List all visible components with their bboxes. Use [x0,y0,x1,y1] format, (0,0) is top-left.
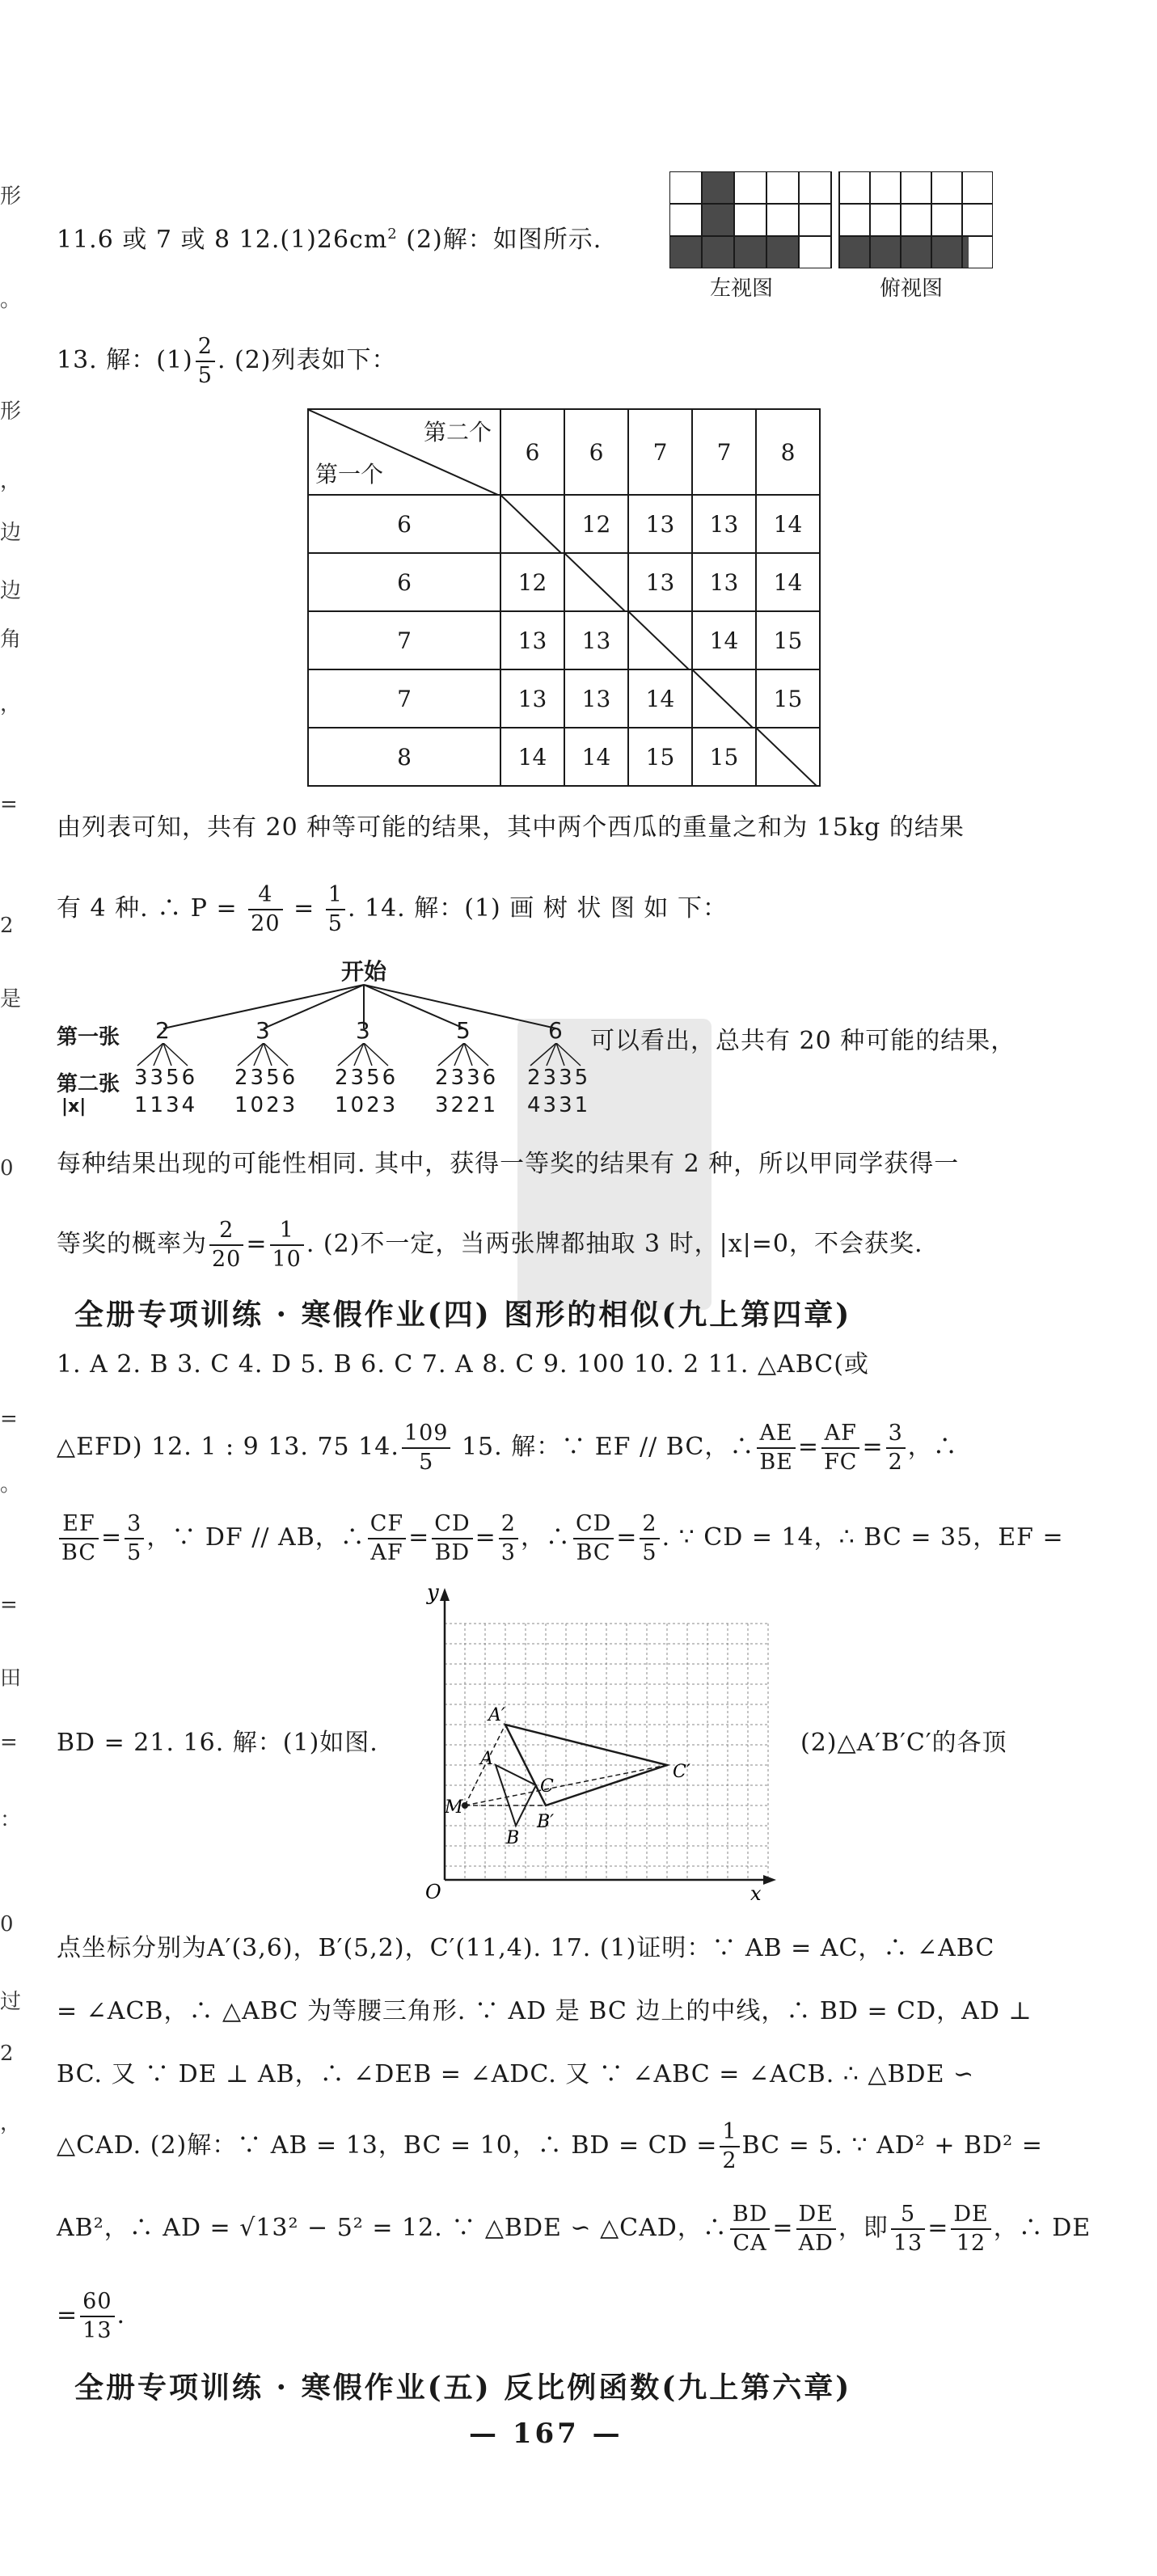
tree-side-text: 可以看出，总共有 20 种可能的结果， [590,1027,1016,1055]
row-header: 8 [308,728,500,786]
text: 等奖的概率为 [57,1230,207,1258]
fraction [796,2201,836,2257]
tree-abs-values: 3221 [435,1093,499,1117]
tree-abs-values: 1023 [234,1093,298,1117]
edge-char: ， [0,692,22,716]
cm-superscript: 2 [387,226,398,243]
table-cell: 15 [756,669,820,728]
edge-char: = [0,1593,18,1617]
fraction [196,333,215,390]
text: . ∵ CD = 14，∴ BC = 35，EF = [661,1523,1064,1552]
corner-bottom-label: 第一个 [315,461,384,488]
coordinate-graph [420,1577,776,1900]
denominator: 3 [500,1540,516,1565]
q17-line-5 [57,2201,1091,2257]
fraction [59,1510,99,1567]
text: = [101,1523,123,1552]
col-header: 6 [564,409,628,495]
text: BC = 5. ∵ AD² + BD² = [741,2131,1043,2160]
fraction [640,1510,659,1567]
text: ，∴ [907,1433,958,1461]
edge-char: 田 [0,1666,22,1691]
tree-second-cards: 2356 [335,1066,399,1090]
denominator: 2 [722,2148,737,2173]
table-cell: 13 [500,611,564,669]
denominator: 12 [956,2231,986,2256]
row-header: 7 [308,611,500,669]
probability-line [57,881,728,938]
fraction [432,1510,472,1567]
q16-left-text: BD = 21. 16. 解：(1)如图. [57,1729,378,1757]
table-row [308,669,820,728]
text: = [475,1523,496,1552]
table-cell: 14 [564,728,628,786]
edge-char: 形 [0,184,22,209]
tree-first-card: 3 [356,1017,370,1044]
denominator: BC [576,1540,611,1565]
row-header: 6 [308,495,500,553]
text: ，∵ DF // AB，∴ [146,1523,365,1552]
text: = [797,1433,820,1461]
numerator: 2 [499,1510,518,1539]
table-cell: 14 [756,495,820,553]
numerator: CF [368,1510,406,1539]
denominator: 13 [893,2231,923,2256]
fraction [248,881,282,938]
table-cell: 13 [564,669,628,728]
text: ，即 [838,2214,889,2242]
table-corner [308,409,500,495]
numerator: 4 [248,881,282,910]
fraction [886,1420,906,1476]
text: 15. 解：∵ EF // BC，∴ [453,1433,755,1461]
q11-text: 11.6 或 7 或 8 12.(1)26cm [57,226,388,254]
q17-line-6 [57,2288,125,2345]
edge-char: 过 [0,1990,22,2014]
tree-row2-label: 第二张 [57,1072,120,1096]
table-cell: 14 [500,728,564,786]
fraction [270,1217,304,1273]
table-cell: 13 [500,669,564,728]
denominator: AD [798,2231,834,2256]
fraction [326,881,345,938]
left-view-caption: 左视图 [710,277,774,301]
col-header: 7 [692,409,756,495]
cell-diagonal [693,670,754,728]
fraction [209,1217,243,1273]
x-axis-label: x [750,1882,762,1900]
numerator: AE [757,1420,796,1449]
table-cell: 15 [692,728,756,786]
denominator: 20 [251,911,281,936]
q13-suffix: . (2)列表如下： [217,346,397,374]
edge-char: ： [0,1808,22,1832]
label-a1: A′ [488,1705,505,1725]
edge-char: = [0,1730,18,1755]
edge-char: 0 [0,1912,14,1936]
tree-sub-branches [129,1043,582,1067]
tree-second-cards: 2336 [435,1066,499,1090]
edge-char: 0 [0,1156,14,1180]
fraction [402,1420,451,1476]
numerator: 5 [891,2201,925,2230]
table-row [308,495,820,553]
table-cell: 15 [628,728,692,786]
origin-label: O [425,1881,441,1900]
tree-row3-label: |x| [61,1096,87,1117]
q17-line-1: 点坐标分别为A′(3,6)，B′(5,2)，C′(11,4). 17. (1)证明：∵ AB = AC，∴ ∠ABC [57,1934,995,1962]
text: AB²，∴ AD = √13² − 5² = 12. ∵ △BDE ∽ △CAD，∴ [57,2214,728,2242]
answers-line-2 [57,1420,958,1476]
label-a: A [480,1749,493,1769]
table-row [308,553,820,611]
fraction [720,2118,739,2175]
fraction [368,1510,406,1567]
cell-diagonal [757,728,817,787]
conclusion-line: 由列表可知，共有 20 种等可能的结果，其中两个西瓜的重量之和为 15kg 的结果 [57,813,965,842]
numerator: CD [573,1510,614,1539]
text: = [408,1523,430,1552]
cell-diagonal [565,554,626,612]
section-heading-4: 全册专项训练 · 寒假作业(四) 图形的相似(九上第四章) [74,1298,852,1332]
edge-char: = [0,792,18,817]
numerator: 2 [196,333,215,362]
corner-top-label: 第二个 [423,419,492,446]
text: = [772,2214,794,2242]
tree-first-card: 5 [456,1017,471,1044]
text: = [616,1523,638,1552]
col-header: 8 [756,409,820,495]
text: . 14. 解：(1) 画 树 状 图 如 下： [347,894,728,923]
tree-abs-values: 4331 [527,1093,591,1117]
sum-table [307,408,821,787]
numerator: 2 [209,1217,243,1246]
denominator: BE [759,1450,793,1475]
table-row [308,728,820,786]
table-cell: 14 [692,611,756,669]
numerator: 1 [326,881,345,910]
fraction [573,1510,614,1567]
q17-line-4 [57,2118,1043,2175]
tree-second-cards: 3356 [134,1066,198,1090]
table-cell: 12 [500,553,564,611]
text: 有 4 种. ∴ P = [57,894,247,923]
denominator: AF [370,1540,403,1565]
numerator: DE [951,2201,990,2230]
numerator: DE [796,2201,836,2230]
left-view-grid [669,171,831,268]
denominator: CA [733,2231,767,2256]
label-c1: C′ [673,1762,690,1782]
edge-char: 2 [0,2042,14,2066]
label-c: C [540,1776,554,1797]
table-cell: 13 [564,611,628,669]
table-cell: 14 [756,553,820,611]
text: = [246,1230,268,1258]
numerator: 2 [640,1510,659,1539]
edge-char: 。 [0,1472,22,1497]
label-m: M [445,1797,463,1818]
table-cell: 13 [692,495,756,553]
row-header: 7 [308,669,500,728]
table-cell: 13 [628,495,692,553]
denominator: BC [61,1540,97,1565]
answers-line: 1. A 2. B 3. C 4. D 5. B 6. C 7. A 8. C 9. 100 10. 2 11. △ABC(或 [57,1350,869,1379]
text: = [862,1433,884,1461]
table-cell: 14 [628,669,692,728]
edge-char: = [0,1407,18,1431]
table-cell: 15 [756,611,820,669]
tree-first-card: 6 [548,1017,563,1044]
table-cell: 13 [692,553,756,611]
q16-right-text: (2)△A′B′C′的各顶 [800,1729,1007,1757]
fraction [125,1510,144,1567]
q13-line [57,333,397,390]
text: = [927,2214,949,2242]
text: = [285,894,323,923]
text: ，∴ DE [993,2214,1092,2242]
edge-char: 2 [0,914,14,938]
q11-12-line [57,218,602,256]
denominator: 5 [642,1540,657,1565]
edge-char: 形 [0,399,22,424]
col-header: 7 [628,409,692,495]
view-diagrams [669,171,993,268]
text: △EFD) 12. 1 : 9 13. 75 14. [57,1433,399,1461]
numerator: 1 [720,2118,739,2147]
denominator: 5 [197,363,213,388]
tree-abs-values: 1134 [134,1093,198,1117]
edge-char: 。 [0,288,22,312]
edge-char: ， [0,2111,22,2135]
numerator: EF [59,1510,99,1539]
numerator: CD [432,1510,472,1539]
numerator: BD [730,2201,771,2230]
tree-abs-values: 1023 [335,1093,399,1117]
fraction [499,1510,518,1567]
answers-line-3 [57,1510,1064,1567]
edge-char: 边 [0,521,22,545]
text: . (2)不一定，当两张牌都抽取 3 时，|x|=0，不会获奖. [306,1230,923,1258]
text: ，∴ [520,1523,571,1552]
x-axis-arrow [763,1875,776,1885]
text: △CAD. (2)解：∵ AB = 13，BC = 10，∴ BD = CD = [57,2131,718,2160]
denominator: 5 [327,911,343,936]
fraction [951,2201,990,2257]
y-axis-label: y [427,1581,439,1605]
denominator: 5 [127,1540,142,1565]
fraction [891,2201,925,2257]
tree-row1-label: 第一张 [57,1025,120,1049]
section-heading-5: 全册专项训练 · 寒假作业(五) 反比例函数(九上第六章) [74,2371,852,2405]
edge-char: 角 [0,627,22,652]
numerator: 3 [125,1510,144,1539]
q13-prefix: 13. 解：(1) [57,346,193,374]
q17-line-2: = ∠ACB，∴ △ABC 为等腰三角形. ∵ AD 是 BC 边上的中线，∴ BD = CD，AD ⊥ [57,1997,1032,2025]
denominator: 2 [888,1450,903,1475]
col-header: 6 [500,409,564,495]
table-cell-diagonal [500,495,564,553]
label-b1: B′ [537,1812,555,1832]
q12-text: (2)解：如图所示. [397,226,602,254]
tree-first-card: 3 [255,1017,270,1044]
fraction [80,2288,114,2345]
fraction [757,1420,796,1476]
numerator: 1 [270,1217,304,1246]
numerator: 60 [80,2288,114,2317]
denominator: 20 [212,1247,242,1272]
denominator: FC [824,1450,858,1475]
tree-start: 开始 [341,958,387,985]
label-b: B [506,1828,520,1848]
top-view-caption: 俯视图 [880,277,944,301]
cell-diagonal [629,612,690,670]
table-cell-diagonal [564,553,628,611]
tree-second-cards: 2356 [234,1066,298,1090]
table-cell-diagonal [628,611,692,669]
denominator: 5 [419,1450,434,1475]
table-cell-diagonal [692,669,756,728]
top-view-grid [839,171,993,268]
q17-line-3: BC. 又 ∵ DE ⊥ AB，∴ ∠DEB = ∠ADC. 又 ∵ ∠ABC = ∠ACB. ∴ △BDE ∽ [57,2060,975,2088]
edge-char: 边 [0,579,22,603]
fraction [821,1420,859,1476]
fraction [730,2201,771,2257]
table-row [308,611,820,669]
table-cell: 13 [628,553,692,611]
equal-likelihood-line: 每种结果出现的可能性相同. 其中，获得一等奖的结果有 2 种，所以甲同学获得一 [57,1150,960,1178]
table-cell-diagonal [756,728,820,786]
text: . [116,2301,126,2329]
tree-second-cards: 2335 [527,1066,591,1090]
denominator: BD [434,1540,471,1565]
denominator: 13 [82,2318,112,2343]
numerator: 109 [402,1420,451,1449]
y-axis-arrow [440,1588,450,1601]
numerator: AF [821,1420,859,1449]
prize-probability-line [57,1217,923,1273]
edge-char: 是 [0,987,22,1011]
table-cell: 12 [564,495,628,553]
text: = [57,2301,78,2329]
cell-diagonal [501,496,562,554]
edge-char: ， [0,469,22,493]
denominator: 10 [272,1247,302,1272]
row-header: 6 [308,553,500,611]
tree-first-card: 2 [155,1017,170,1044]
numerator: 3 [886,1420,906,1449]
page-number: — 167 — [469,2418,623,2450]
